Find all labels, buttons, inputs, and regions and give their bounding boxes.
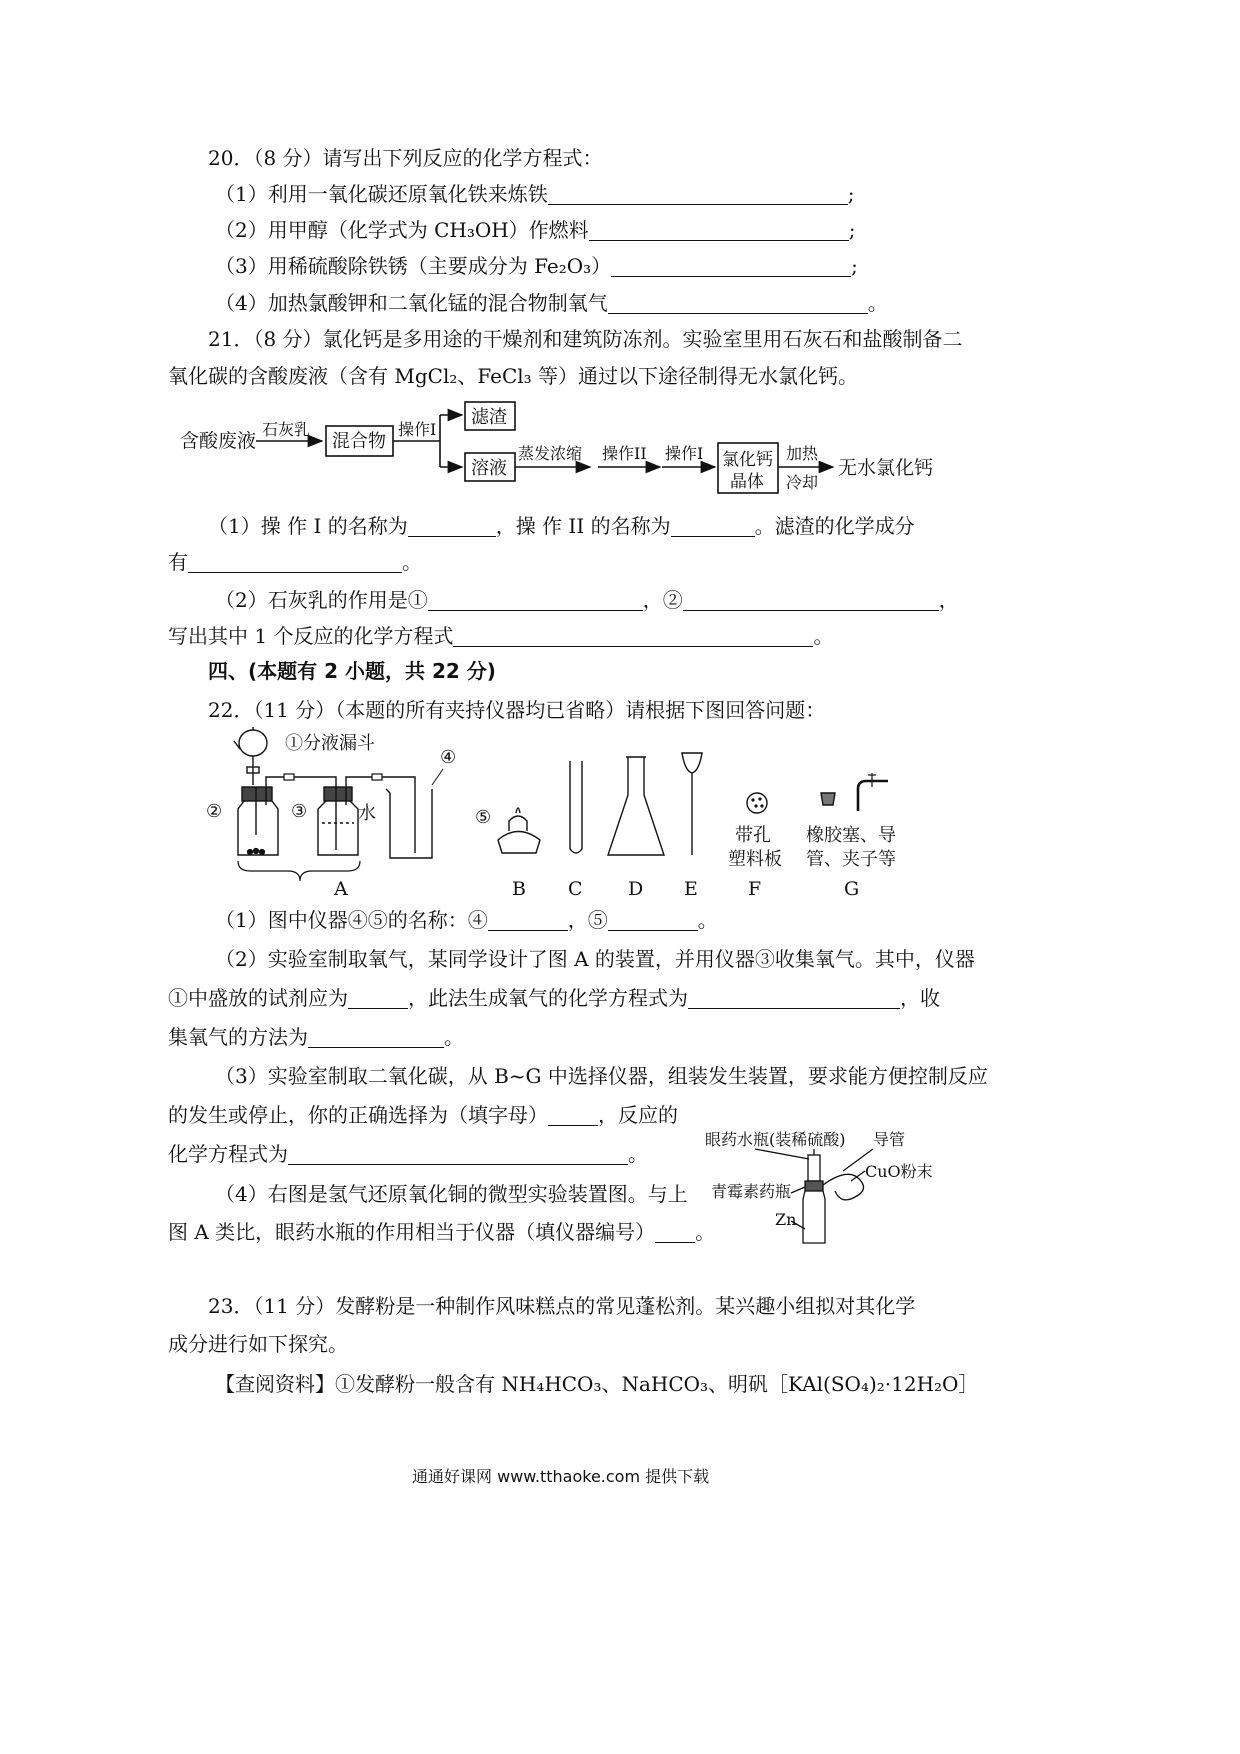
long-neck-funnel [682, 753, 702, 773]
page-footer: 通通好课网 www.tthaoke.com 提供下载 [412, 1467, 710, 1486]
answer-blank[interactable] [488, 910, 568, 931]
q20-item-3 [215, 252, 858, 280]
label-cuo: CuO粉末 [865, 1162, 933, 1181]
q21-line1: 21．（8 分）氯化钙是多用途的干燥剂和建筑防冻剂。实验室里用石灰石和盐酸制备二 [208, 327, 963, 351]
answer-blank[interactable] [608, 910, 698, 931]
label-G-line2: 管、夹子等 [806, 849, 896, 870]
label-F: F [748, 878, 762, 900]
q22-s4-text-b: 图 A 类比，眼药水瓶的作用相当于仪器（填仪器编号） [168, 1220, 656, 1244]
q21-q2-text-d: 写出其中 1 个反应的化学方程式 [168, 624, 454, 648]
q20-item-1-text: （1）利用一氧化碳还原氧化铁来炼铁 [215, 182, 548, 206]
q22-s3-line3 [168, 1140, 648, 1168]
alcohol-lamp [498, 808, 540, 853]
perforated-plate-icon [747, 793, 767, 813]
answer-blank[interactable] [608, 293, 868, 314]
flow-arrow3-label: 蒸发浓缩 [518, 444, 583, 463]
label-G-line1: 橡胶塞、导 [806, 825, 896, 846]
answer-blank[interactable] [408, 516, 496, 537]
q21-q2-line1 [215, 586, 959, 614]
q22-s3-text-b: 的发生或停止，你的正确选择为（填字母） [168, 1103, 548, 1127]
q22-s2-text-c: ，此法生成氧气的化学方程式为 [408, 986, 688, 1010]
punct: 。 [695, 1220, 716, 1244]
label-D: D [628, 878, 644, 900]
flow-box-bottom-label: 溶液 [471, 458, 507, 479]
micro-apparatus-figure [695, 1125, 970, 1255]
q23-line2: 成分进行如下探究。 [168, 1332, 348, 1356]
answer-blank[interactable] [348, 988, 408, 1009]
separatory-funnel [234, 727, 267, 785]
q22-s1-text-b: ，⑤ [567, 908, 608, 932]
q22-s1 [215, 906, 718, 934]
label-eyedrop-bottle: 眼药水瓶(装稀硫酸) [705, 1130, 846, 1149]
q22-s2-text-d: ，收 [900, 986, 940, 1010]
q21-line2: 氧化碳的含酸废液（含有 MgCl₂、FeCl₃ 等）通过以下途径制得无水氯化钙。 [168, 364, 859, 388]
flow-arrow5-label: 操作I [665, 444, 704, 463]
q20-item-2-text: （2）用甲醇（化学式为 CH₃OH）作燃料 [215, 218, 589, 242]
q21-q2-text-a: （2）石灰乳的作用是① [215, 588, 428, 612]
q22-s2-line2 [168, 984, 940, 1012]
label-B: B [512, 878, 526, 900]
process-flow-diagram [170, 395, 970, 505]
answer-blank[interactable] [655, 1222, 695, 1243]
q20-item-2 [215, 216, 855, 244]
q21-q2-line2 [168, 622, 833, 650]
label-vial: 青霉素药瓶 [711, 1182, 792, 1201]
tube-joint [284, 774, 294, 780]
answer-blank[interactable] [453, 626, 813, 647]
answer-blank[interactable] [188, 552, 402, 573]
q22-s3-text-c: ，反应的 [598, 1103, 678, 1127]
test-tube [570, 761, 582, 853]
answer-blank[interactable] [428, 590, 643, 611]
q20-item-4-text: （4）加热氯酸钾和二氧化锰的混合物制氧气 [215, 291, 608, 315]
label-zn: Zn [775, 1210, 797, 1229]
punct: 。 [628, 1142, 648, 1166]
rubber-stopper-icon [821, 793, 835, 805]
answer-blank[interactable] [611, 256, 851, 277]
leader-line [432, 769, 443, 785]
label-tube: 导管 [873, 1130, 906, 1149]
answer-blank[interactable] [548, 184, 848, 205]
q22-s3-text-d: 化学方程式为 [168, 1142, 288, 1166]
flow-arrow4-label: 操作II [602, 444, 647, 463]
label-funnel: ①分液漏斗 [285, 733, 375, 754]
label-num-4: ④ [440, 747, 457, 768]
q20-item-4 [215, 289, 888, 317]
q20-item-1 [215, 180, 854, 208]
q22-s3-line1: （3）实验室制取二氧化碳，从 B~G 中选择仪器，组装发生装置，要求能方便控制反应 [215, 1064, 988, 1088]
answer-blank[interactable] [589, 220, 849, 241]
answer-blank[interactable] [671, 516, 755, 537]
q22-s2-text-e: 集氧气的方法为 [168, 1025, 308, 1049]
punct: 。 [697, 908, 718, 932]
label-F-line1: 带孔 [735, 825, 771, 846]
q23-line3: 【查阅资料】①发酵粉一般含有 NH₄HCO₃、NaHCO₃、明矾［KAl(SO₄)₂·12H₂O］ [215, 1372, 979, 1396]
label-E: E [684, 878, 698, 900]
q22-s1-text-a: （1）图中仪器④⑤的名称：④ [215, 908, 488, 932]
flask-3 [318, 787, 358, 855]
punct: 。 [444, 1025, 464, 1049]
q22-s4-line2 [168, 1218, 715, 1246]
q20-title: 20．（8 分）请写出下列反应的化学方程式： [208, 146, 603, 170]
label-F-line2: 塑料板 [728, 849, 782, 870]
glass-tube-icon [858, 781, 888, 811]
connecting-tube [266, 777, 336, 787]
section-heading: 四、(本题有 2 小题，共 22 分) [208, 659, 496, 683]
punct: ; [847, 182, 855, 206]
label-C: C [568, 878, 583, 900]
label-water: 水 [358, 803, 376, 824]
punct: ; [851, 254, 858, 278]
apparatus-figure [200, 725, 970, 900]
answer-blank[interactable] [683, 590, 939, 611]
flow-arrow6-bottom: 冷却 [786, 473, 819, 492]
q20-item-3-text: （3）用稀硫酸除铁锈（主要成分为 Fe₂O₃） [215, 254, 612, 278]
q22-s4-line1: （4）右图是氢气还原氧化铜的微型实验装置图。与上 [215, 1182, 688, 1206]
flow-box-final-1: 氯化钙 [722, 450, 773, 470]
flow-arrow1-label: 石灰乳 [262, 420, 311, 439]
q21-q1-line2 [168, 548, 422, 576]
tube-joint [372, 774, 382, 780]
punct: ， [938, 588, 959, 612]
delivery-tube [346, 777, 415, 853]
flask-2 [238, 787, 278, 855]
answer-blank[interactable] [308, 1027, 444, 1048]
q22-s2-line1: （2）实验室制取氧气，某同学设计了图 A 的装置，并用仪器③收集氧气。其中，仪器 [215, 947, 975, 971]
flow-arrow2-label: 操作I [398, 420, 437, 439]
flow-box-final-2: 晶体 [730, 472, 764, 492]
label-num-2: ② [206, 801, 223, 822]
q22-title: 22．（11 分）（本题的所有夹持仪器均已省略）请根据下图回答问题： [208, 698, 826, 722]
label-G: G [844, 878, 860, 900]
label-num-3: ③ [291, 801, 308, 822]
flow-end: 无水氯化钙 [838, 457, 934, 479]
flow-arrow6-top: 加热 [786, 444, 819, 463]
punct: 。 [867, 291, 888, 315]
q21-q1-text-a: （1）操 作 I 的名称为 [208, 514, 408, 538]
flow-box1-label: 混合物 [332, 431, 386, 452]
q23-line1: 23．（11 分）发酵粉是一种制作风味糕点的常见蓬松剂。某兴趣小组拟对其化学 [208, 1294, 916, 1318]
conical-flask [608, 757, 664, 855]
q21-q1-text-d: 有 [168, 550, 188, 574]
punct: 。 [813, 624, 834, 648]
q22-s2-line3 [168, 1023, 464, 1051]
answer-blank[interactable] [688, 988, 900, 1009]
label-num-5: ⑤ [475, 807, 492, 828]
label-A: A [334, 878, 348, 900]
answer-blank[interactable] [548, 1105, 598, 1126]
flow-start: 含酸废液 [180, 430, 257, 452]
q22-s3-line2 [168, 1101, 678, 1129]
q21-q1-line1 [208, 512, 915, 540]
q21-q1-text-c: 。滤渣的化学成分 [754, 514, 915, 538]
punct: 。 [402, 550, 422, 574]
q21-q2-text-b: ，② [642, 588, 683, 612]
beaker-4 [386, 789, 432, 858]
q22-s2-text-b: ①中盛放的试剂应为 [168, 986, 348, 1010]
punct: ; [848, 218, 856, 242]
q21-q1-text-b: ，操 作 II 的名称为 [495, 514, 671, 538]
flow-box-top-label: 滤渣 [471, 407, 507, 428]
answer-blank[interactable] [288, 1144, 628, 1165]
